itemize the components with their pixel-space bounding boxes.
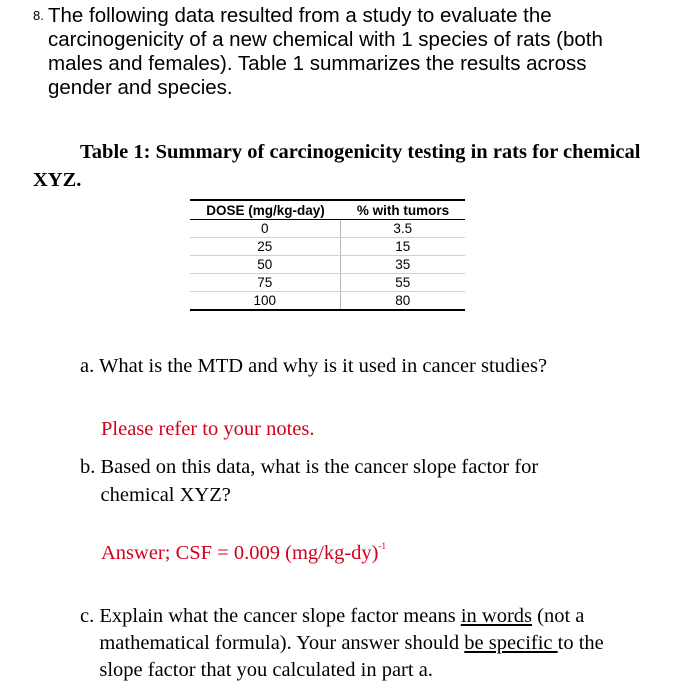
cell-dose: 0 [190, 220, 340, 238]
question-intro: The following data resulted from a study to evaluate the carcinogenicity of a new chemical with 1 species of rats (both males and females). Table 1 summarizes the results across gender and species. [48, 4, 603, 99]
part-b-label: b. [80, 456, 96, 478]
cell-tumors: 3.5 [340, 220, 465, 238]
table-row [190, 256, 465, 274]
table-caption: Table 1: Summary of carcinogenicity testing in rats for chemical XYZ. [33, 141, 641, 191]
table-header-row [190, 200, 465, 220]
part-c-text-2: (not a mathematical formula). Your answer should [99, 605, 585, 654]
question-number: 8. [33, 8, 44, 23]
table-row [190, 274, 465, 292]
part-c-label: c. [80, 605, 95, 627]
part-b-question [80, 453, 640, 509]
cell-tumors: 55 [340, 274, 465, 292]
cell-dose: 75 [190, 274, 340, 292]
part-a-label: a. [80, 355, 95, 377]
header-dose: DOSE (mg/kg-day) [190, 200, 340, 220]
part-c-question [80, 603, 640, 684]
part-b-answer-exponent: -1 [378, 541, 386, 551]
part-b-text: Based on this data, what is the cancer slope factor for chemical XYZ? [100, 456, 539, 506]
table-row [190, 220, 465, 238]
cell-tumors: 15 [340, 238, 465, 256]
cell-dose: 100 [190, 292, 340, 311]
part-c-text-1: Explain what the cancer slope factor means [99, 605, 461, 627]
part-a-question [80, 355, 547, 378]
part-c-underline-2: be specific [464, 632, 558, 654]
part-a-answer: Please refer to your notes. [101, 418, 315, 440]
part-c-text [99, 603, 609, 684]
part-c-underline-1: in words [460, 605, 532, 627]
cell-tumors: 35 [340, 256, 465, 274]
part-c-text-3: to the slope factor that you calculated in part a. [99, 632, 604, 681]
part-b-answer-text: Answer; CSF = 0.009 (mg/kg-dy) [101, 542, 379, 564]
cell-dose: 50 [190, 256, 340, 274]
part-b-answer [101, 541, 386, 565]
cell-dose: 25 [190, 238, 340, 256]
part-a-text: What is the MTD and why is it used in cancer studies? [99, 355, 548, 377]
cell-tumors: 80 [340, 292, 465, 311]
table-row [190, 292, 465, 311]
results-table [190, 199, 465, 311]
header-tumors: % with tumors [340, 200, 465, 220]
table-row [190, 238, 465, 256]
